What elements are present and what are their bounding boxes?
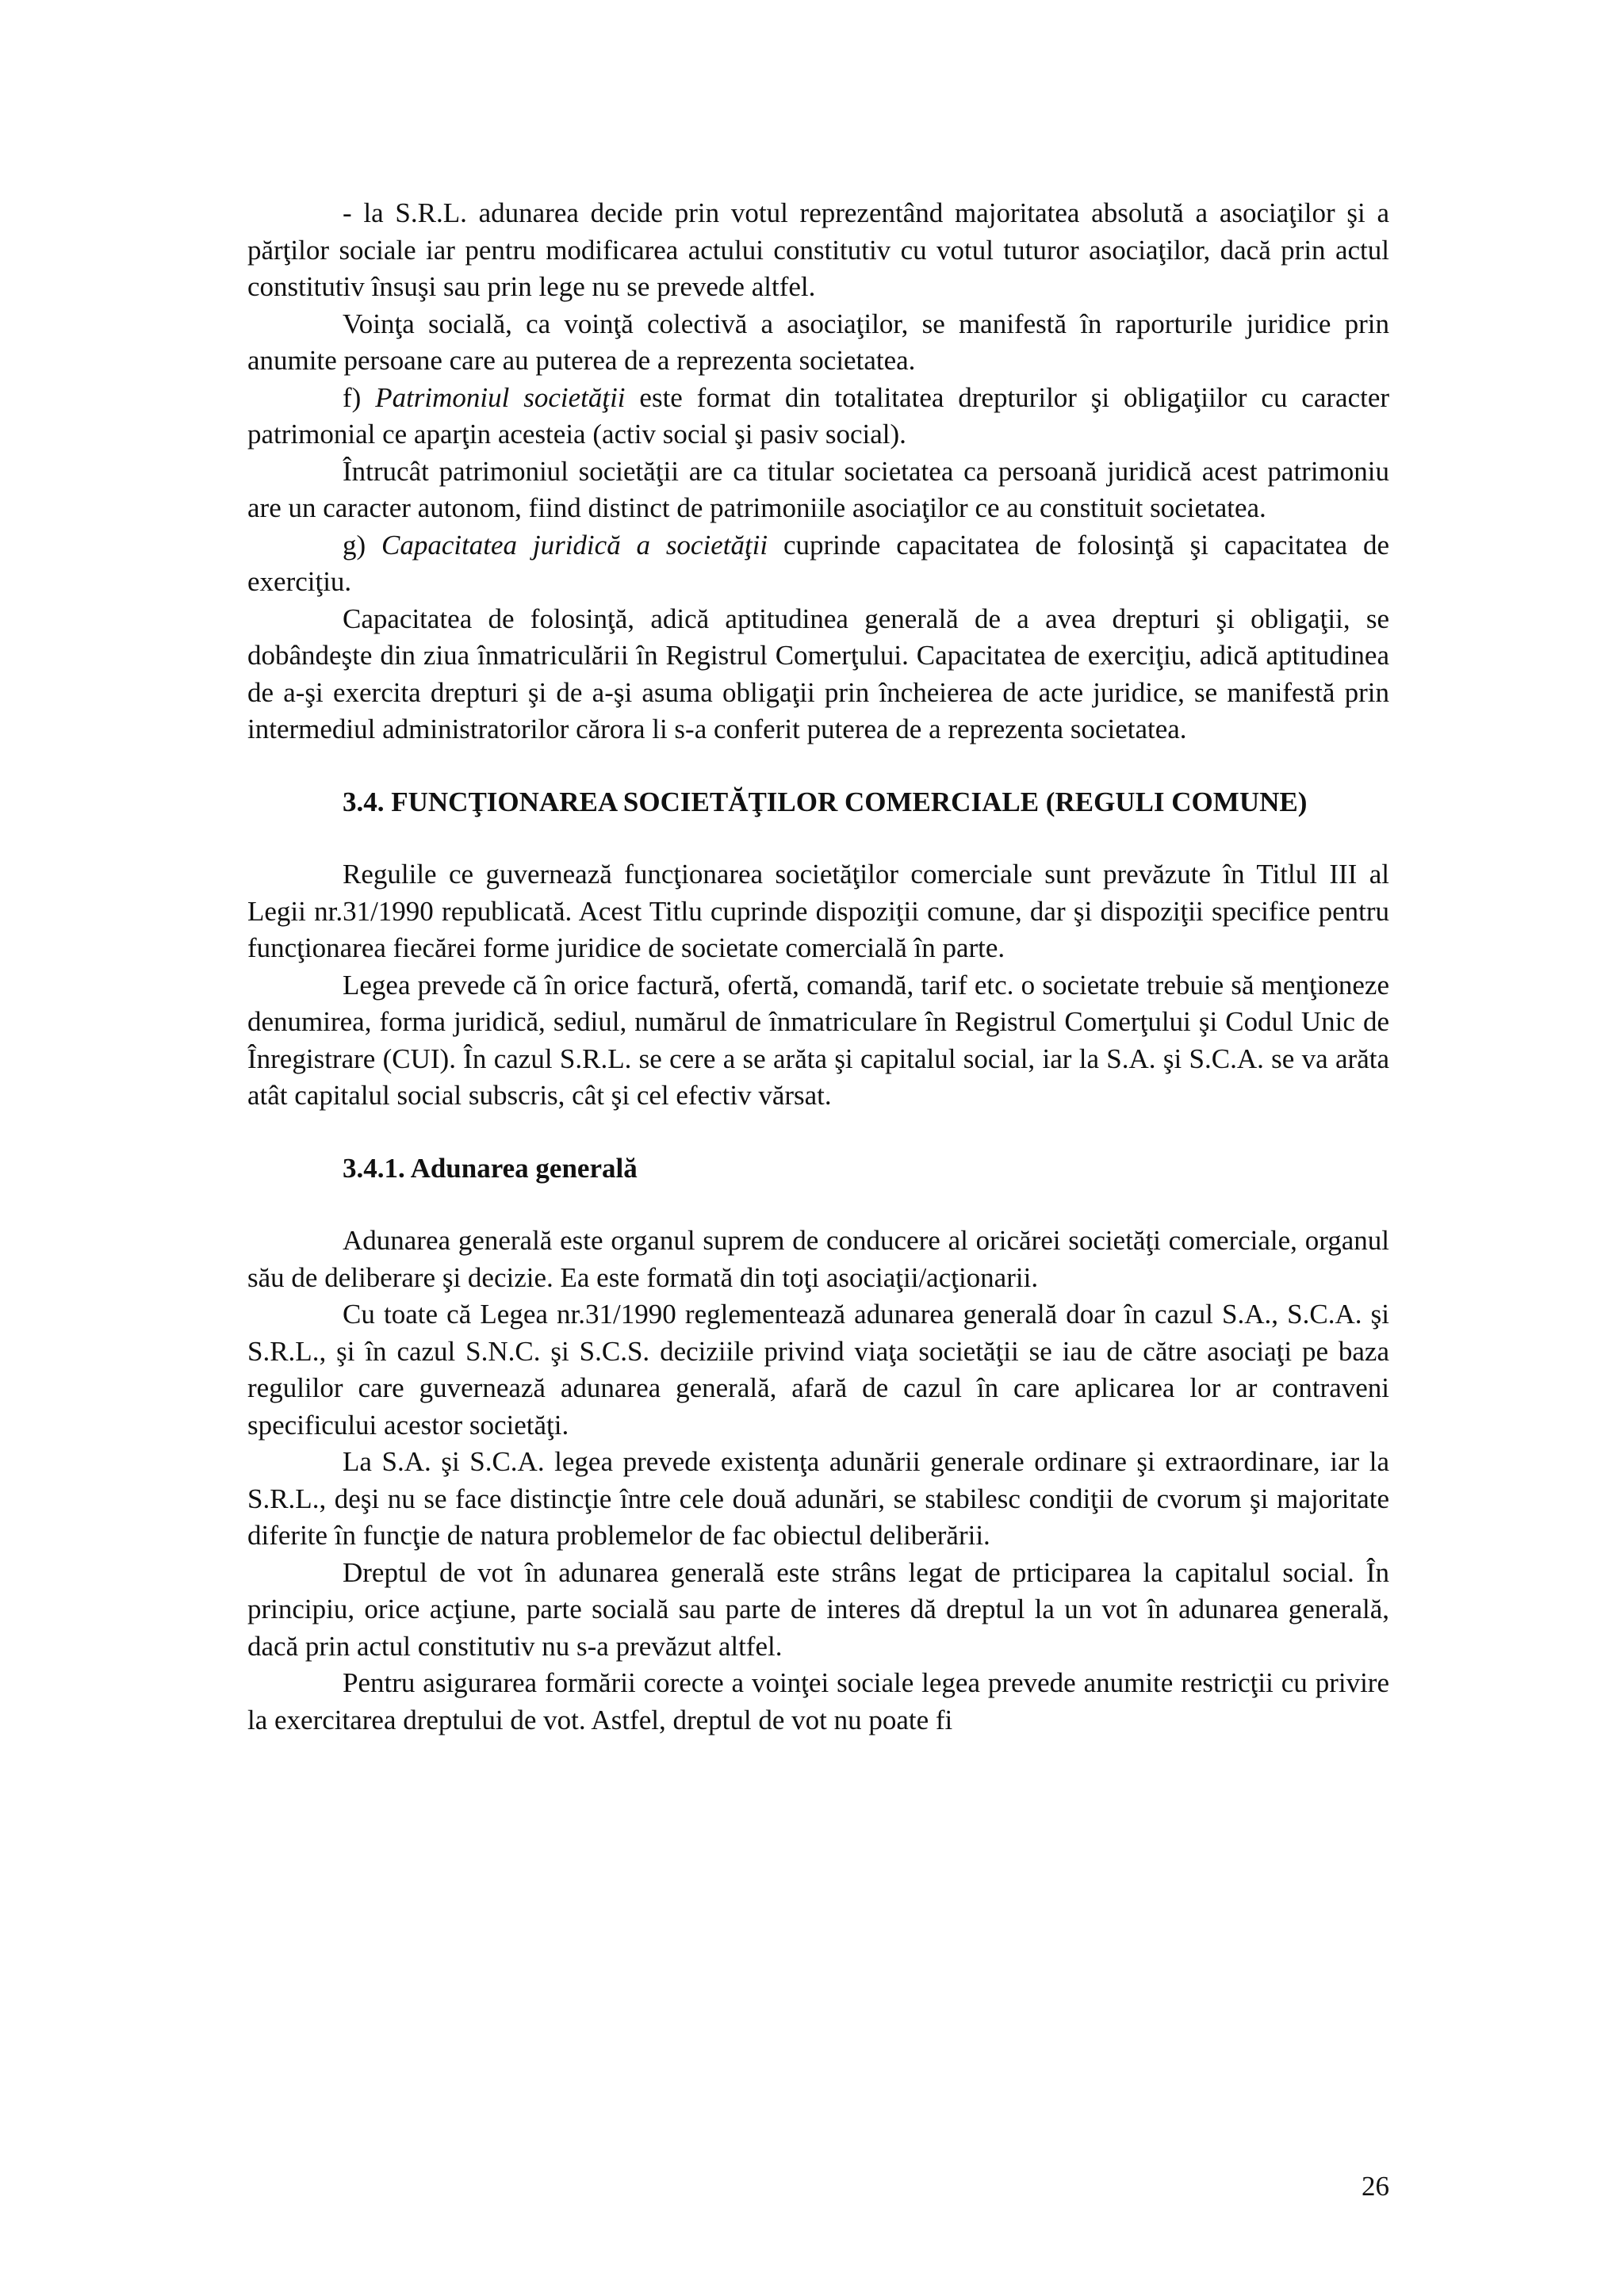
paragraph-legea-prevede: Legea prevede că în orice factură, ofertă, comandă, tarif etc. o societate trebuie să menţioneze denumirea, forma juridică, sediul, numărul de înmatriculare în Registrul Comerţului şi Codul Unic de Înregistrare (CUI). În cazul S.R.L. se cere a se arăta şi capitalul social, iar la S.A. şi S.C.A. se va arăta atât capitalul social subscris, cât şi cel efectiv vărsat. bbox=[247, 969, 1389, 1111]
italic-term: Patrimoniul societăţii bbox=[375, 381, 626, 413]
paragraph-capacitatea-folosinta bbox=[247, 601, 1389, 748]
paragraph-text: este format din totalitatea drepturilor şi obligaţiilor cu caracter patrimonial ce aparţin acesteia (activ social şi pasiv social). bbox=[247, 381, 1390, 450]
paragraph-text: f) bbox=[343, 381, 376, 413]
paragraph-text: cuprinde capacitatea de folosinţă şi capacitatea de exerciţiu. bbox=[247, 529, 1389, 597]
subsection-heading: 3.4.1. Adunarea generală bbox=[343, 1152, 638, 1184]
paragraph-patrimoniul bbox=[247, 380, 1389, 453]
document-page bbox=[247, 195, 1389, 1739]
paragraph-text: g) bbox=[343, 529, 381, 561]
paragraph-text: Întrucât patrimoniul societăţii are ca titular societatea ca persoană juridică acest patrimoniu are un caracter autonom, fiind distinct de patrimoniile asociaţilor ce au constituit societatea. bbox=[247, 455, 1389, 523]
paragraph-regulile: Regulile ce guvernează funcţionarea societăţilor comerciale sunt prevăzute în Titlul III al Legii nr.31/1990 republicată. Acest Titlu cuprinde dispoziţii comune, dar şi dispoziţii specifice pentru funcţionarea fiecărei forme juridice de societate comercială în parte. bbox=[247, 859, 1389, 963]
paragraph-text: Voinţa socială, ca voinţă colectivă a asociaţilor, se manifestă în raporturile juridice prin anumite persoane care au puterea de a reprezenta societatea. bbox=[247, 308, 1389, 376]
paragraph-srl-adunarea bbox=[247, 195, 1389, 306]
paragraph-patrimoniu-autonom bbox=[247, 453, 1389, 527]
paragraph-capacitatea-juridica bbox=[247, 527, 1389, 601]
paragraph-adunarea-generala: Adunarea generală este organul suprem de conducere al oricărei societăţi comerciale, organul său de deliberare şi decizie. Ea este formată din toţi asociaţii/acţionarii. bbox=[247, 1225, 1389, 1293]
paragraph-text: Capacitatea de folosinţă, adică aptitudinea generală de a avea drepturi şi obligaţii, se dobândeşte din ziua înmatriculării în Registrul Comerţului. Capacitatea de exerciţiu, adică aptitudinea de a-şi exercita drepturi şi de a-şi asuma obligaţii prin încheierea de acte juridice, se manifestă prin intermediul administratorilor cărora li s-a conferit puterea de a reprezenta societatea. bbox=[247, 603, 1389, 744]
italic-term: Capacitatea juridică a societăţii bbox=[381, 529, 768, 561]
paragraph-sa-sca: La S.A. şi S.C.A. legea prevede existenţa adunării generale ordinare şi extraordinare, iar la S.R.L., deşi nu se face distincţie între cele două adunări, se stabilesc condiţii de cvorum şi majoritate diferite în funcţie de natura problemelor de fac obiectul deliberării. bbox=[247, 1446, 1389, 1551]
page-number: 26 bbox=[1362, 2171, 1389, 2202]
section-heading: 3.4. FUNCŢIONAREA SOCIETĂŢILOR COMERCIALE (REGULI COMUNE) bbox=[343, 786, 1308, 817]
paragraph-text: - la S.R.L. adunarea decide prin votul reprezentând majoritatea absolută a asociaţilor şi a părţilor sociale iar pentru modificarea actului constitutiv cu votul tuturor asociaţilor, dacă prin actul constitutiv însuşi sau prin lege nu se prevede altfel. bbox=[247, 197, 1389, 302]
paragraph-cu-toate-ca: Cu toate că Legea nr.31/1990 reglementează adunarea generală doar în cazul S.A., S.C.A. şi S.R.L., şi în cazul S.N.C. şi S.C.S. deciziile privind viaţa societăţii se iau de către asociaţi pe baza regulilor care guvernează adunarea generală, afară de cazul în care aplicarea lor ar contraveni specificului acestor societăţi. bbox=[247, 1299, 1389, 1441]
paragraph-vointa-sociala bbox=[247, 306, 1389, 380]
paragraph-restrictii: Pentru asigurarea formării corecte a voinţei sociale legea prevede anumite restricţii cu privire la exercitarea dreptului de vot. Astfel, dreptul de vot nu poate fi bbox=[247, 1667, 1389, 1735]
paragraph-dreptul-de-vot: Dreptul de vot în adunarea generală este strâns legat de prticiparea la capitalul social. În principiu, orice acţiune, parte socială sau parte de interes dă dreptul la un vot în adunarea generală, dacă prin actul constitutiv nu s-a prevăzut altfel. bbox=[247, 1556, 1389, 1662]
